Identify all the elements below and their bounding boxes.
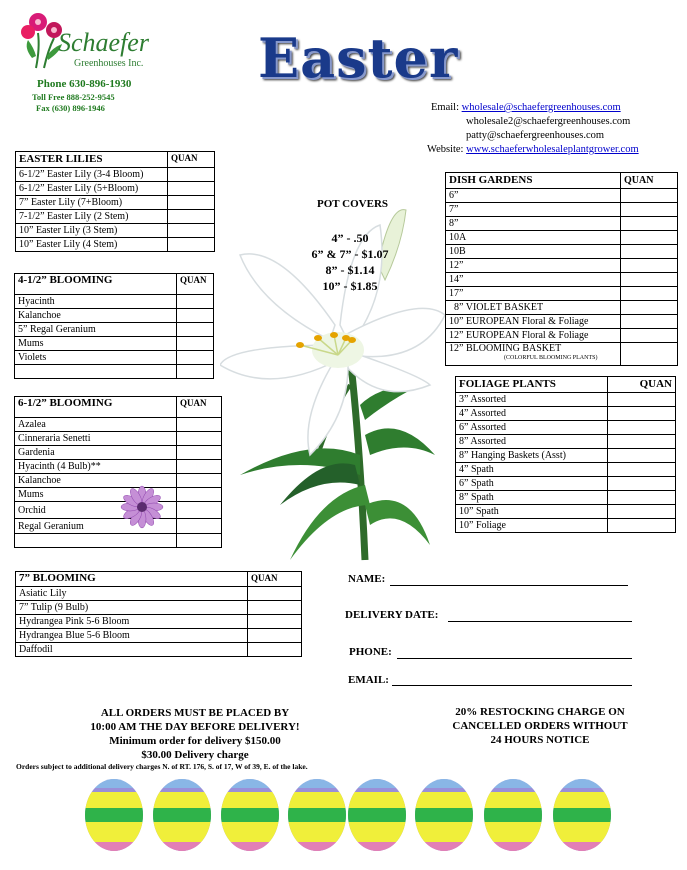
daisy-icon [120,485,164,529]
pot-cover-price: 4” - .50 [331,231,369,245]
list-item [15,534,177,548]
quantity-cell[interactable] [168,182,215,196]
list-item: 5” Regal Geranium [15,323,177,337]
website-link[interactable]: www.schaeferwholesaleplantgrower.com [466,144,639,155]
order-notice-line: ALL ORDERS MUST BE PLACED BY [100,707,290,719]
quantity-cell[interactable] [177,519,222,534]
list-item: Kalanchoe [15,309,177,323]
list-item: 6” Assorted [456,421,608,435]
quantity-cell[interactable] [177,323,214,337]
easter-eggs-row [0,778,687,858]
dish-gardens-note: (COLORFUL BLOOMING PLANTS) [504,355,598,361]
list-item: 8” Spath [456,491,608,505]
list-item [446,343,621,366]
pot-cover-price: 10” - $1.85 [322,279,378,293]
pot-cover-price: 6” & 7” - $1.07 [311,247,389,261]
quantity-cell[interactable] [621,329,678,343]
list-item: 3” Assorted [456,393,608,407]
quan-header: QUAN [177,274,214,295]
quantity-cell[interactable] [608,449,676,463]
quantity-cell[interactable] [168,168,215,182]
quantity-cell[interactable] [621,315,678,329]
list-item: Azalea [15,418,177,432]
phone-field[interactable] [397,658,632,659]
list-item: 7” [446,203,621,217]
name-field[interactable] [390,585,628,586]
quantity-cell[interactable] [608,505,676,519]
dish-gardens-table [445,172,678,366]
company-toll-free: Toll Free 888-252-9545 [32,92,115,102]
restocking-notice-line: 20% RESTOCKING CHARGE ON [455,706,625,718]
quantity-cell[interactable] [621,287,678,301]
list-item: Gardenia [15,446,177,460]
easter-egg-icon [287,778,347,858]
quantity-cell[interactable] [177,295,214,309]
email-3: patty@schaefergreenhouses.com [466,130,605,141]
list-item: 7” Easter Lily (7+Bloom) [16,196,168,210]
blooming-7-table [15,571,302,657]
restocking-notice-line: CANCELLED ORDERS WITHOUT [452,720,628,732]
quantity-cell[interactable] [177,432,222,446]
restocking-notice [430,705,650,747]
quantity-cell[interactable] [621,189,678,203]
order-notice [60,706,330,762]
list-item: 6-1/2” Easter Lily (3-4 Bloom) [16,168,168,182]
quantity-cell[interactable] [621,231,678,245]
quantity-cell[interactable] [608,435,676,449]
blooming-4-half-table [14,273,214,379]
quantity-cell[interactable] [621,301,678,315]
list-item: 14” [446,273,621,287]
email-link-1[interactable]: wholesale@schaefergreenhouses.com [461,102,621,113]
list-item: 6” [446,189,621,203]
quantity-cell[interactable] [177,534,222,548]
quantity-cell[interactable] [621,259,678,273]
quantity-cell[interactable] [177,418,222,432]
pot-covers-title: POT COVERS [317,198,389,210]
easter-egg-icon [152,778,212,858]
easter-egg-icon [552,778,612,858]
email-2: wholesale2@schaefergreenhouses.com [466,116,631,127]
quantity-cell[interactable] [168,196,215,210]
list-item: 6” Spath [456,477,608,491]
quantity-cell[interactable] [177,309,214,323]
quantity-cell[interactable] [621,203,678,217]
quantity-cell[interactable] [248,615,302,629]
order-notice-line: Minimum order for delivery $150.00 [109,735,281,747]
list-item: 12” EUROPEAN Floral & Foliage [446,329,621,343]
blooming-6-half-title: 6-1/2” BLOOMING [15,397,177,418]
list-item: Hyacinth [15,295,177,309]
restocking-notice-line: 24 HOURS NOTICE [490,734,590,746]
list-item: 8” [446,217,621,231]
quantity-cell[interactable] [168,210,215,224]
website-label: Website: [427,144,464,155]
list-item: 4” Spath [456,463,608,477]
pot-cover-price: 8” - $1.14 [325,263,375,277]
quantity-cell[interactable] [177,337,214,351]
easter-egg-icon [414,778,474,858]
list-item: Cinneraria Senetti [15,432,177,446]
easter-egg-icon [347,778,407,858]
quantity-cell[interactable] [608,491,676,505]
quantity-cell[interactable] [168,224,215,238]
easter-egg-icon [220,778,280,858]
delivery-date-label: DELIVERY DATE: [345,609,439,621]
blooming-7-title: 7” BLOOMING [16,572,248,587]
pot-covers-list [290,230,410,294]
quantity-cell[interactable] [177,460,222,474]
list-item: 10” Spath [456,505,608,519]
company-name-2: Greenhouses Inc. [74,58,144,69]
quantity-cell[interactable] [608,463,676,477]
foliage-plants-table [455,376,676,533]
phone-label: PHONE: [349,646,392,658]
delivery-date-field[interactable] [448,621,632,622]
quantity-cell[interactable] [168,238,215,252]
quantity-cell[interactable] [177,502,222,519]
list-item: Hydrangea Blue 5-6 Bloom [16,629,248,643]
delivery-surcharge-note: Orders subject to additional delivery charges N. of RT. 176, S. of 17, W of 39, E. of the lake. [16,762,308,771]
list-item: 10” EUROPEAN Floral & Foliage [446,315,621,329]
easter-lilies-table [15,151,215,252]
list-item: 10” Easter Lily (3 Stem) [16,224,168,238]
quantity-cell[interactable] [177,446,222,460]
list-item: 6-1/2” Easter Lily (5+Bloom) [16,182,168,196]
order-notice-line: $30.00 Delivery charge [141,749,249,761]
quantity-cell[interactable] [248,629,302,643]
list-item: 7-1/2” Easter Lily (2 Stem) [16,210,168,224]
list-item: 10” Easter Lily (4 Stem) [16,238,168,252]
list-item: Hydrangea Pink 5-6 Bloom [16,615,248,629]
list-item: 8” Assorted [456,435,608,449]
quantity-cell[interactable] [177,365,214,379]
list-item: 12” [446,259,621,273]
list-item: 8” VIOLET BASKET [446,301,621,315]
easter-lilies-title: EASTER LILIES [16,152,168,168]
list-item: 10” Foliage [456,519,608,533]
quantity-cell[interactable] [608,407,676,421]
company-logo [14,8,149,78]
email-label: Email: [431,102,459,113]
quantity-cell[interactable] [177,488,222,502]
quantity-cell[interactable] [608,519,676,533]
quantity-cell[interactable] [608,477,676,491]
list-item: 10A [446,231,621,245]
list-item: Kalanchoe [15,474,177,488]
email-form-label: EMAIL: [348,674,389,686]
list-item [15,365,177,379]
list-item: Mums [15,337,177,351]
list-item: Mums [15,488,177,502]
quantity-cell[interactable] [621,343,678,366]
company-fax: Fax (630) 896-1946 [36,103,105,113]
list-item: 8” Hanging Baskets (Asst) [456,449,608,463]
blooming-4-half-title: 4-1/2” BLOOMING [15,274,177,295]
list-item: Orchid [15,502,177,519]
quantity-cell[interactable] [177,474,222,488]
quantity-cell[interactable] [248,643,302,657]
list-item: Violets [15,351,177,365]
list-item: 17” [446,287,621,301]
list-item: Hyacinth (4 Bulb)** [15,460,177,474]
quantity-cell[interactable] [177,351,214,365]
list-item: Regal Geranium [15,519,177,534]
quan-header: QUAN [248,572,302,587]
quan-header: QUAN [168,152,215,168]
quantity-cell[interactable] [621,217,678,231]
quan-header: QUAN [177,397,222,418]
list-item: Daffodil [16,643,248,657]
quantity-cell[interactable] [621,273,678,287]
list-item: Asiatic Lily [16,587,248,601]
dish-garden-last-item: 12” BLOOMING BASKET [449,343,562,354]
easter-egg-icon [483,778,543,858]
list-item: 4” Assorted [456,407,608,421]
quan-header: QUAN [608,377,676,393]
company-name: Schaefer [58,28,149,57]
quantity-cell[interactable] [608,421,676,435]
dish-gardens-title: DISH GARDENS [446,173,621,189]
list-item: 10B [446,245,621,259]
quantity-cell[interactable] [608,393,676,407]
email-field[interactable] [392,685,632,686]
blooming-6-half-table [14,396,222,548]
company-phone: Phone 630-896-1930 [37,78,132,90]
list-item: 7” Tulip (9 Bulb) [16,601,248,615]
name-label: NAME: [348,573,386,585]
easter-egg-icon [84,778,144,858]
quantity-cell[interactable] [621,245,678,259]
quantity-cell[interactable] [248,587,302,601]
foliage-plants-title: FOLIAGE PLANTS [456,377,608,393]
quan-header: QUAN [621,173,678,189]
page-title: Easter [258,26,459,90]
quantity-cell[interactable] [248,601,302,615]
order-notice-line: 10:00 AM THE DAY BEFORE DELIVERY! [90,721,300,733]
